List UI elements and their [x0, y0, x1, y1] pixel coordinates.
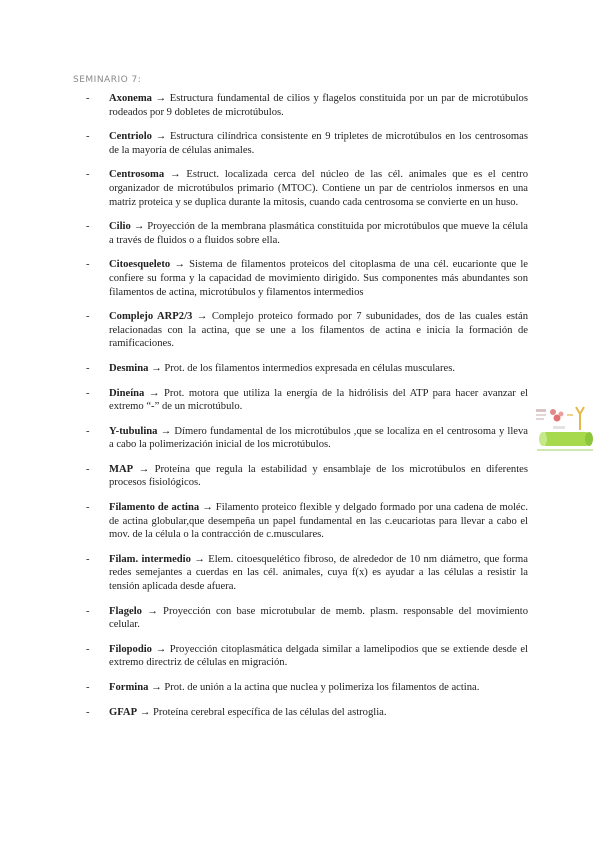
arrow-icon: →: [151, 362, 162, 374]
entry-definition: Elem. citoesquelético fibroso, de alrededor de 10 nm diámetro, que forma redes semejantes a cuerdas en las cél. animales, cuya f(x) es ayudar a las células a resistir la tensión aplicada desde afuera.: [109, 553, 529, 593]
entry-term: Cilio: [109, 221, 131, 233]
arrow-icon: →: [148, 387, 160, 399]
arrow-icon: →: [133, 221, 145, 233]
list-dash: -: [86, 311, 90, 323]
list-dash: -: [86, 463, 90, 475]
list-dash: -: [86, 706, 90, 718]
entry-term: Centriolo: [109, 131, 152, 143]
entry-term: MAP: [109, 463, 134, 475]
entry-definition: Prot. de los filamentos intermedios expresada en células musculares.: [164, 362, 455, 374]
glossary-entry-filamento-de-actina: [86, 501, 528, 542]
entry-definition: Prot. de unión a la actina que nuclea y polimeriza los filamentos de actina.: [164, 682, 480, 693]
arrow-icon: →: [155, 131, 167, 143]
glossary-entry-flagelo: [86, 605, 528, 632]
glossary-entry-filam-intermedio: [86, 553, 528, 594]
entry-definition: Prot. motora que utiliza la energía de la hidrólisis del ATP para hacer avanzar el extremo “-” de un microtúbulo.: [109, 387, 528, 413]
list-dash: -: [86, 221, 90, 233]
glossary-entry-axonema: [86, 92, 528, 119]
list-dash: -: [86, 362, 90, 374]
entry-definition: Proyección citoplasmática delgada similar a lamelipodios que se extiende desde el extremo directriz de células en migración.: [109, 643, 528, 669]
entry-term: Filopodio: [109, 643, 152, 655]
list-dash: -: [86, 169, 90, 181]
glossary-entry-filopodio: [86, 643, 528, 670]
list-dash: -: [86, 502, 90, 514]
entry-definition: Dímero fundamental de los microtúbulos ,que se localiza en el centrosoma y lleva a cabo la polimerización inicial de los microtúbulos.: [109, 425, 529, 451]
entry-term: Citoesqueleto: [109, 259, 171, 271]
entry-term: Centrosoma: [109, 169, 165, 181]
arrow-icon: →: [194, 553, 205, 565]
entry-definition: Estructura cilíndrica consistente en 9 tripletes de microtúbulos en los centrosomas de la mayoría de células animales.: [109, 131, 528, 156]
arrow-icon: →: [151, 682, 162, 693]
entry-term: Desmina: [109, 362, 149, 374]
arrow-icon: →: [169, 169, 181, 181]
arrow-icon: →: [139, 706, 151, 718]
glossary-list: [86, 92, 528, 719]
arrow-icon: →: [174, 259, 185, 271]
list-dash: -: [86, 131, 90, 143]
arrow-icon: →: [202, 502, 213, 514]
glossary-entry-formina: [86, 681, 528, 695]
entry-term: Dineína: [109, 387, 145, 399]
glossary-entry-y-tubulina: [86, 425, 528, 452]
glossary-entry-gfap: [86, 706, 528, 720]
arrow-icon: →: [138, 463, 150, 475]
entry-definition: Proteína cerebral específica de las células del astroglia.: [152, 706, 387, 718]
glossary-entry-complejo-arp2-3: [86, 310, 528, 351]
glossary-entry-cilio: [86, 220, 528, 247]
entry-term: Complejo ARP2/3: [109, 311, 193, 323]
entry-term: Flagelo: [109, 605, 142, 617]
entry-definition: Proteína que regula la estabilidad y ensamblaje de los microtúbulos en diferentes procesos fisiológicos.: [109, 463, 528, 489]
list-dash: -: [86, 387, 90, 399]
entry-term: Formina: [109, 682, 149, 693]
entry-definition: Complejo proteico formado por 7 subunidades, dos de las cuales están relacionadas con la actina, que se une a los filamentos de actina e inicia la formación de ramificaciones.: [109, 311, 528, 350]
arrow-icon: →: [155, 93, 167, 104]
glossary-entry-citoesqueleto: [86, 258, 528, 299]
glossary-entry-centriolo: [86, 130, 528, 157]
entry-term: Filam. intermedio: [109, 553, 191, 565]
entry-definition: Sistema de filamentos proteicos del citoplasma de una cél. eucarionte que le confiere su forma y la capacidad de movimiento dirigido. Sus componentes más abundantes son filamentos de actina, microtúbulos y filamentos intermedios: [109, 259, 529, 298]
entry-definition: Filamento proteico flexible y delgado formado por una cadena de moléc. de actina globular,que desempeña un papel fundamental en las c.eucariotas para llevar a cabo el mov. de la célula o la contracción de c.musculares.: [109, 502, 528, 541]
list-dash: -: [86, 93, 90, 104]
entry-term: GFAP: [109, 706, 138, 718]
list-dash: -: [86, 682, 90, 693]
glossary-entry-desmina: [86, 362, 528, 376]
arrow-icon: →: [155, 643, 167, 655]
list-dash: -: [86, 259, 90, 271]
entry-definition: Estruct. localizada cerca del núcleo de las cél. animales que es el centro organizador de microtúbulos primario (MTOC). Contiene un par de centriolos inmersos en una matriz proteica y se duplica durante la mitosis, cuando cada centrosoma se convierte en un huso.: [109, 169, 528, 208]
arrow-icon: →: [160, 425, 172, 437]
glossary-entry-map: [86, 463, 528, 490]
page-heading: SEMINARIO 7:: [73, 75, 142, 85]
arrow-icon: →: [147, 605, 158, 617]
cytoskeleton-illustration: [533, 402, 597, 456]
glossary-entry-dineina: [86, 387, 528, 414]
list-dash: -: [86, 605, 90, 617]
list-dash: -: [86, 553, 90, 565]
entry-term: Axonema: [109, 93, 152, 104]
arrow-icon: →: [196, 311, 208, 323]
glossary-entry-centrosoma: [86, 168, 528, 209]
list-dash: -: [86, 425, 90, 437]
entry-term: Y-tubulina: [109, 425, 158, 437]
entry-definition: Proyección de la membrana plasmática constituida por microtúbulos que mueve la célula a través de fluidos o a fluidos sobre ella.: [109, 221, 528, 246]
list-dash: -: [86, 643, 90, 655]
entry-definition: Proyección con base microtubular de memb. plasm. responsable del movimiento celular.: [109, 605, 528, 631]
entry-term: Filamento de actina: [109, 502, 200, 514]
entry-definition: Estructura fundamental de cilios y flagelos constituida por un par de microtúbulos rodeados por 9 dobletes de microtúbulos.: [109, 93, 528, 118]
